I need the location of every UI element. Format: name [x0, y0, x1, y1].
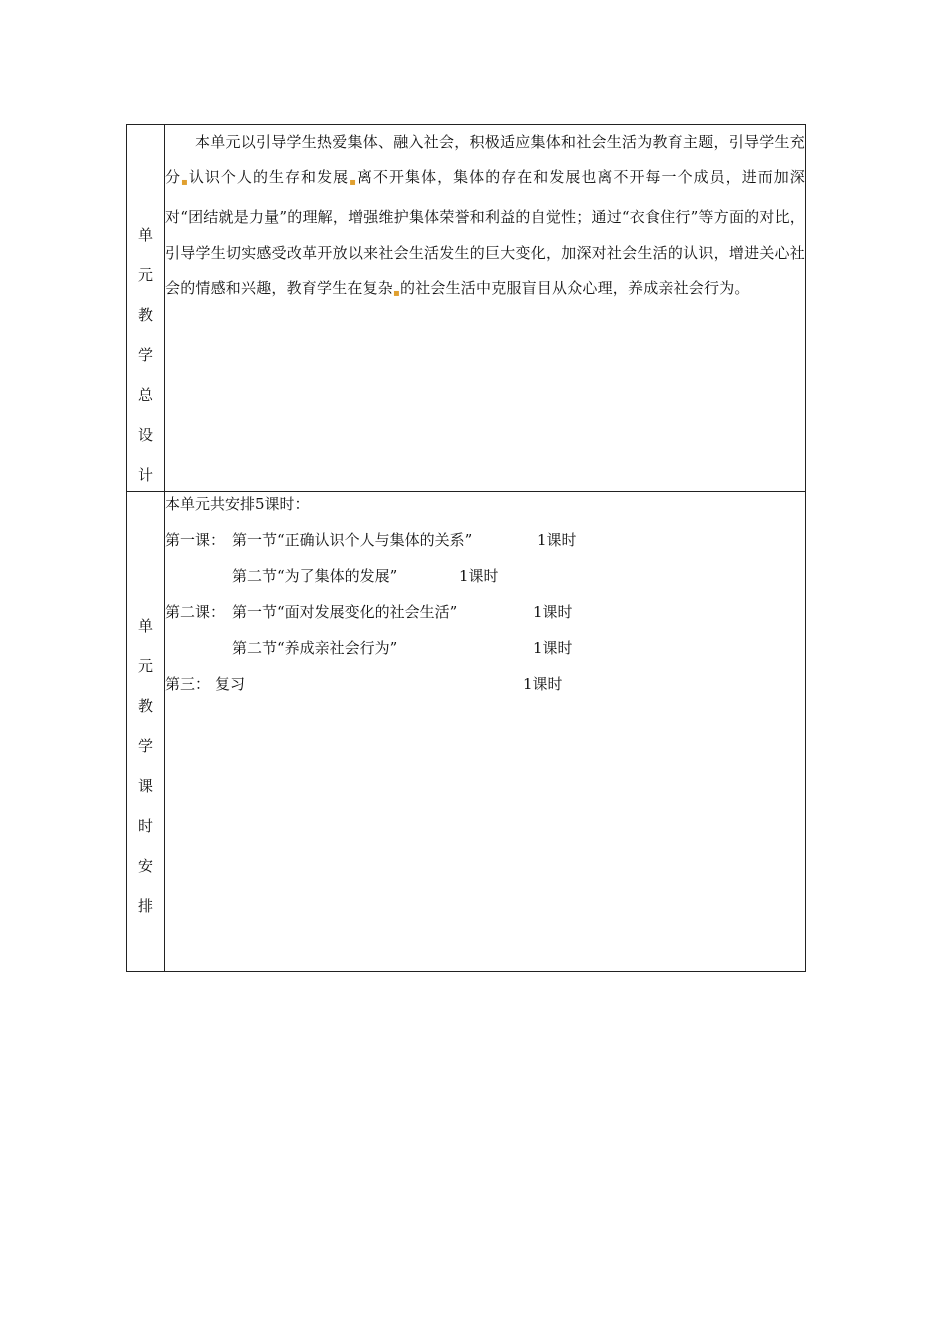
schedule-content — [165, 492, 806, 972]
schedule-intro — [165, 492, 805, 528]
schedule-label-cell — [127, 492, 165, 972]
section-title: 复习 — [215, 675, 246, 693]
lesson-hours: 1课时 — [459, 567, 499, 585]
annotation-mark-icon: ▪ — [181, 177, 189, 189]
label-char: 学 — [137, 736, 153, 755]
lesson-hours: 1课时 — [523, 675, 563, 693]
text-segment: 的社会生活中克服盲目从众心理，养成亲社会行为。 — [400, 278, 750, 297]
schedule-line — [165, 672, 805, 708]
schedule-line — [165, 564, 805, 600]
label-char: 单 — [137, 616, 153, 635]
lesson-prefix: 第三： — [165, 675, 211, 693]
schedule-line — [165, 636, 805, 672]
schedule-label — [127, 498, 164, 966]
unit-plan-table — [126, 124, 806, 972]
annotation-mark-icon: ▪ — [393, 287, 400, 299]
label-char: 单 — [137, 226, 153, 244]
label-char: 设 — [137, 426, 153, 444]
text-segment: 认识个人的生存和发展 — [188, 168, 350, 187]
label-char: 排 — [137, 896, 153, 915]
unit-design-paragraph — [165, 125, 805, 311]
label-char: 总 — [137, 386, 153, 404]
unit-design-content — [165, 125, 806, 492]
text-segment: 离不开集体，集体的存在和发展也离不开每一个成员，进而加深对“团结就是力量”的理解，增强维护集体荣誉和利益的自觉性；通过“衣食住行”等方面的对比，引导学生切实感受改革开放以来社会生活发生的巨大变化，加深对社会生活的认识，增进关心社会的情感和兴趣，教育学生在复杂 — [165, 168, 805, 297]
schedule-intro-text: 本单元共安排5课时： — [165, 495, 310, 513]
lesson-prefix: 第二课： — [165, 603, 226, 621]
section-title: 第二节“为了集体的发展” — [232, 567, 398, 585]
label-char: 教 — [137, 696, 153, 715]
section-title: 第二节“养成亲社会行为” — [232, 639, 398, 657]
schedule-line — [165, 600, 805, 636]
section-title: 第一节“面对发展变化的社会生活” — [232, 603, 458, 621]
label-char: 安 — [137, 856, 153, 875]
unit-design-label — [127, 125, 164, 491]
lesson-hours: 1课时 — [537, 531, 577, 549]
label-char: 元 — [137, 656, 153, 675]
label-char: 学 — [137, 346, 153, 364]
lesson-prefix: 第一课： — [165, 531, 226, 549]
unit-design-label-cell — [127, 125, 165, 492]
lesson-hours: 1课时 — [533, 603, 573, 621]
label-char: 时 — [137, 816, 153, 835]
schedule-line — [165, 528, 805, 564]
label-char: 元 — [137, 266, 153, 284]
label-char: 计 — [137, 466, 153, 484]
schedule-row — [127, 492, 806, 972]
section-title: 第一节“正确认识个人与集体的关系” — [232, 531, 473, 549]
text-segment: 本单元以引导学生热爱集体、融入社会，积极适应集体和社会生活为教育主题，引导学生充分 — [165, 133, 805, 187]
lesson-hours: 1课时 — [533, 639, 573, 657]
annotation-mark-icon: ▪ — [349, 177, 357, 189]
label-char: 课 — [137, 776, 153, 795]
label-char: 教 — [137, 306, 153, 324]
unit-design-row — [127, 125, 806, 492]
